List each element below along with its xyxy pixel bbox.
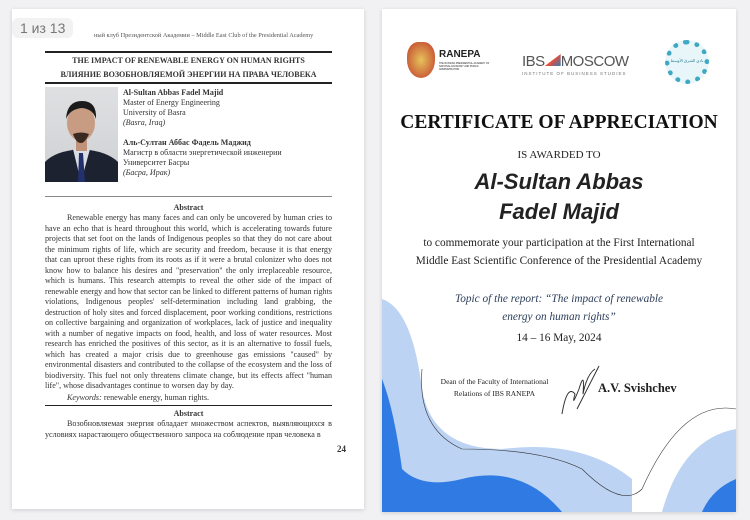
- author-location-en: (Basra, Iraq): [123, 118, 166, 127]
- signer-name: A.V. Svishchev: [598, 381, 677, 395]
- page-indicator: 1 из 13: [12, 18, 73, 38]
- author-degree-en: Master of Energy Engineering: [123, 98, 220, 107]
- divider: [45, 82, 332, 84]
- recipient-name-line1: Al-Sultan Abbas: [474, 169, 644, 194]
- abstract-text: Renewable energy has many faces and can only be uncovered by human cries to have an echo that is heard throughout this world, which is accelerating towards future projects that set foot on the lands of Indigenous peoples so that they do not care about the minimum rights of life, which are security and freedom, because it is that energy that can uproot these rights from its roots as if it were a brutal colonizer who does not know how to balance his desires and "preservation" the only irreplaceable resource, which is humans. This research attempts to reveal the other side of the impact of renewable energy and how that sector can be linked to different patterns of human rights violations, Indigenous peoples' self-determination including land grabbing, the destruction of holy sites and forced displacement, poor working conditions, restrictions on collective bargaining and organization of workplaces, lack of justice and inequality with a number of negative impacts on food, health, and loss of water resources. Most research has enriched the positives of this sector, as it is an alternative to fossil fuels, which has created a major crisis due to greenhouse gas emissions "caused" by environmental disasters and contributed to the collapse of the ecosystem and the loss of biodiversity. This fuel not only threatens climate change, but its effects affect "human life", whose disadvantages continue to worsen day by day.: [45, 213, 332, 390]
- awarded-to: IS AWARDED TO: [517, 149, 601, 161]
- topic-line1: [382, 293, 736, 305]
- topic-label: Topic of the report:: [454, 293, 543, 305]
- divider: [45, 51, 332, 53]
- abstract-heading-ru: Abstract: [173, 409, 204, 418]
- recipient-name-line2: Fadel Majid: [499, 199, 619, 224]
- divider: [45, 196, 332, 197]
- article-page: [12, 9, 364, 509]
- certificate-title: CERTIFICATE OF APPRECIATION: [400, 112, 718, 133]
- author-university-ru: Университет Басры: [123, 158, 190, 167]
- ibs-text: IBS: [522, 53, 545, 70]
- certificate: [382, 9, 736, 512]
- ibs-flag-icon: [545, 54, 561, 66]
- club-logo: نادي الشرق الأوسط: [665, 40, 709, 84]
- dean-title-line1: Dean of the Faculty of International: [440, 377, 549, 386]
- author-university-en: University of Basra: [123, 108, 186, 117]
- signature: [557, 364, 602, 419]
- page-number: 24: [337, 444, 346, 454]
- author-photo: [45, 87, 118, 182]
- keywords-label: Keywords:: [67, 392, 102, 402]
- topic-text-1: “The impact of renewable: [545, 293, 664, 305]
- author-name-ru: Аль-Султан Аббас Фадель Маджид: [123, 138, 251, 147]
- ranepa-subtitle: THE RUSSIAN PRESIDENTIAL ACADEMY OF NATIONAL ECONOMY AND PUBLIC ADMINISTRATION: [439, 62, 490, 71]
- dean-title-line2: Relations of IBS RANEPA: [453, 389, 536, 398]
- conference-dates: 14 – 16 May, 2024: [516, 332, 602, 344]
- abstract-ru-text: Возобновляемая энергия обладает множеством аспектов, выявляющихся в условиях нарастающего общественного запроса на соблюдение прав человека в: [45, 419, 332, 439]
- title-en: THE IMPACT OF RENEWABLE ENERGY ON HUMAN RIGHTS: [72, 56, 305, 65]
- author-location-ru: (Басра, Ирак): [123, 168, 171, 177]
- divider: [45, 405, 332, 406]
- moscow-text: MOSCOW: [560, 53, 629, 70]
- dean-title: [422, 376, 567, 400]
- title-ru: ВЛИЯНИЕ ВОЗОБНОВЛЯЕМОЙ ЭНЕРГИИ НА ПРАВА ЧЕЛОВЕКА: [60, 70, 317, 79]
- author-name-en: Al-Sultan Abbas Fadel Majid: [123, 88, 224, 97]
- keywords-value: renewable energy, human rights.: [103, 392, 209, 402]
- ranepa-emblem: [407, 42, 435, 78]
- keywords: [45, 393, 332, 404]
- author-degree-ru: Магистр в области энергетической инженерии: [123, 148, 282, 157]
- topic-line2: energy on human rights”: [502, 311, 616, 323]
- ibs-moscow-logo: [522, 53, 629, 70]
- commemorate-line2: Middle East Scientific Conference of the Presidential Academy: [415, 255, 703, 267]
- running-header: ный клуб Президентской Академии – Middle East Club of the Presidential Academy: [94, 32, 314, 39]
- ranepa-logo: RANEPA: [439, 49, 481, 60]
- abstract-heading: Abstract: [173, 203, 204, 212]
- abstract-section: [45, 202, 346, 455]
- commemorate-line1: to commemorate your participation at the First International: [423, 237, 695, 249]
- ibs-subtitle: INSTITUTE OF BUSINESS STUDIES: [522, 71, 627, 76]
